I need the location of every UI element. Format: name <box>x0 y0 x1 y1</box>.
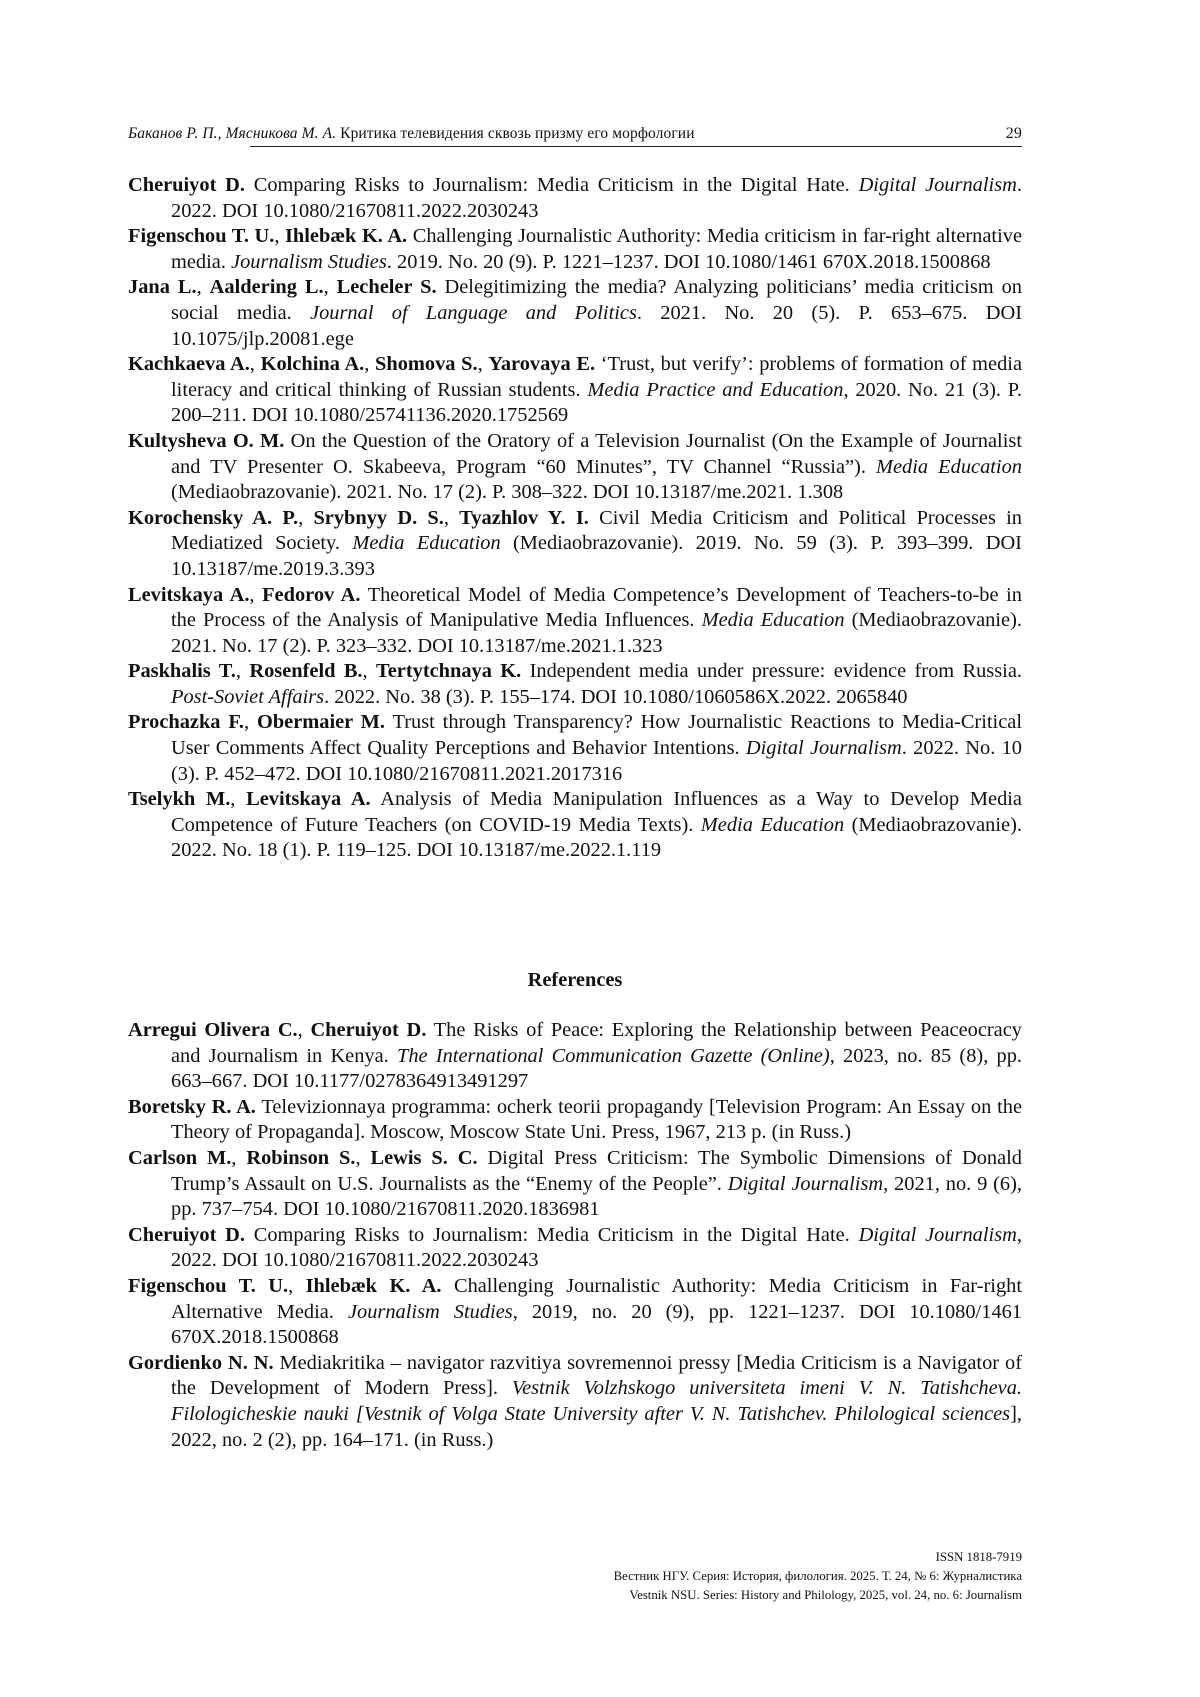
reference-details: . 2022. No. 10 (3). P. 452–472. DOI 10.1080/21670811.2021.2017316 <box>171 737 1022 785</box>
running-title <box>128 125 695 143</box>
reference-author: Yarovaya E. <box>488 353 596 376</box>
reference-title: Challenging Journalistic Authority: Media Criticism in Far-right Alternative Media. <box>171 1274 1022 1323</box>
reference-source: Media Education <box>876 455 1022 478</box>
reference-title: The Risks of Peace: Exploring the Relationship between Peaceocracy and Journalism in Kenya. <box>171 1019 1022 1067</box>
reference-entry <box>128 429 1022 506</box>
reference-details: , 2023, no. 85 (8), pp. 663–667. DOI 10.1177/0278364913491297 <box>171 1044 1022 1093</box>
reference-source: Digital Journalism <box>727 1172 884 1195</box>
reference-author: Levitskaya A. <box>128 583 250 606</box>
reference-title: Civil Media Criticism and Political Processes in Mediatized Society. <box>171 506 1022 555</box>
reference-author: Obermaier M. <box>256 711 386 734</box>
reference-author: Rosenfeld B. <box>249 660 363 683</box>
reference-title: Comparing Risks to Journalism: Media Criticism in the Digital Hate. <box>244 1223 859 1246</box>
reference-author: Tyazhlov Y. I. <box>459 506 589 529</box>
reference-author: Figenschou T. U. <box>128 1274 289 1297</box>
references-heading: References <box>527 969 623 991</box>
reference-source: Journalism Studies <box>231 250 387 273</box>
reference-source: Media Practice and Education <box>587 378 844 401</box>
reference-source: Media Education <box>700 813 845 836</box>
reference-title: Televizionnaya programma: ocherk teorii propagandy [Television Program: An Essay on the Theory of Propaganda]. Moscow, Moscow State Uni. Press, 1967, 213 p. (in Russ.) <box>171 1095 1023 1144</box>
reference-title: Theoretical Model of Media Competence’s Development of Teachers-to-be in the Process of the Analysis of Manipulative Media Influences. <box>171 583 1022 632</box>
reference-title: Trust through Transparency? How Journalistic Reactions to Media-Critical User Comments Affect Quality Perceptions and Behavior Intentions. <box>171 711 1022 760</box>
reference-title: Independent media under pressure: evidence from Russia. <box>521 660 1022 683</box>
reference-details: (Mediaobrazovanie). 2021. No. 17 (2). P. 308–322. DOI 10.13187/me.2021. 1.308 <box>171 481 844 504</box>
reference-source: Digital Journalism <box>745 737 902 760</box>
reference-entry <box>128 1223 1022 1274</box>
reference-author: Figenschou T. U. <box>128 225 275 248</box>
reference-source: The International Communication Gazette (Online) <box>396 1044 830 1067</box>
issn: ISSN 1818-7919 <box>935 1550 1022 1564</box>
reference-entry: Korochensky A. P., Srybnyy D. S., Tyazhlov Y. I. Civil Media Criticism and Political Processes in Mediatized Society. Media Education (Mediaobrazovanie). 2019. No. 59 (3). P. 393–399. DOI 10.13187/me.2019.3.393 <box>128 506 1022 580</box>
reference-author: Levitskaya A. <box>246 788 371 811</box>
reference-entry: Arregui Olivera C., Cheruiyot D. The Risks of Peace: Exploring the Relationship between Peaceocracy and Journalism in Kenya. The International Communication Gazette (Online), 2023, no. 85 (8), pp. 663–667. DOI 10.1177/0278364913491297 <box>128 1019 1022 1093</box>
reference-details: , 2022. DOI 10.1080/21670811.2022.2030243 <box>171 1223 1022 1272</box>
reference-author: Kultysheva O. M. <box>128 429 285 452</box>
reference-details: (Mediaobrazovanie). 2022. No. 18 (1). P. 119–125. DOI 10.13187/me.2022.1.119 <box>171 813 1022 862</box>
reference-source: Post-Soviet Affairs <box>171 685 325 708</box>
reference-title: Digital Press Criticism: The Symbolic Dimensions of Donald Trump’s Assault on U.S. Journalists as the “Enemy of the People”. <box>171 1146 1022 1195</box>
reference-author: Fedorov A. <box>262 583 361 606</box>
reference-title: Comparing Risks to Journalism: Media Criticism in the Digital Hate. <box>244 174 859 196</box>
reference-entry: Kachkaeva A., Kolchina A., Shomova S., Yarovaya E. ‘Trust, but verify’: problems of formation of media literacy and critical thinking of Russian students. Media Practice and Education, 2020. No. 21 (3). P. 200–211. DOI 10.1080/25741136.2020.1752569 <box>128 353 1022 427</box>
reference-entry <box>128 173 1022 224</box>
reference-source: Media Education <box>701 609 845 632</box>
reference-source: Journal of Language and Politics <box>310 301 637 324</box>
reference-entry: Tselykh M., Levitskaya A. Analysis of Media Manipulation Influences as a Way to Develop Media Competence of Future Teachers (on COVID-19 Media Texts). Media Education (Mediaobrazovanie). 2022. No. 18 (1). P. 119–125. DOI 10.13187/me.2022.1.119 <box>128 788 1022 862</box>
reference-title: Analysis of Media Manipulation Influences as a Way to Develop Media Competence of Future Teachers (on COVID-19 Media Texts). <box>171 788 1022 836</box>
reference-entry: Prochazka F., Obermaier M. Trust through Transparency? How Journalistic Reactions to Media-Critical User Comments Affect Quality Perceptions and Behavior Intentions. Digital Journalism. 2022. No. 10 (3). P. 452–472. DOI 10.1080/21670811.2021.2017316 <box>128 711 1022 785</box>
references-list <box>128 1018 1022 1453</box>
reference-author: Srybnyy D. S. <box>313 506 444 529</box>
reference-author: Aaldering L. <box>209 276 324 299</box>
reference-entry: Figenschou T. U., Ihlebæk K. A. Challenging Journalistic Authority: Media Criticism in Far-right Alternative Media. Journalism Studies, 2019, no. 20 (9), pp. 1221–1237. DOI 10.1080/1461 670X.2018.1500868 <box>128 1274 1022 1349</box>
bibliography-list <box>128 173 1022 864</box>
reference-details: , 2021, no. 9 (6), pp. 737–754. DOI 10.1080/21670811.2020.1836981 <box>171 1172 1022 1221</box>
journal-en: Vestnik NSU. Series: History and Philology, 2025, vol. 24, no. 6: Journalism <box>629 1588 1022 1602</box>
reference-details: . 2019. No. 20 (9). P. 1221–1237. DOI 10.1080/1461 670X.2018.1500868 <box>386 250 991 273</box>
reference-details: . 2022. DOI 10.1080/21670811.2022.2030243 <box>171 174 1022 222</box>
reference-title: On the Question of the Oratory of a Television Journalist (On the Example of Journalist and TV Presenter O. Skabeeva, Program “60 Minutes”, TV Channel “Russia”). <box>171 429 1022 478</box>
reference-author: Tertytchnaya K. <box>376 660 522 683</box>
reference-details: (Mediaobrazovanie). 2019. No. 59 (3). P. 393–399. DOI 10.13187/me.2019.3.393 <box>171 532 1022 580</box>
header-rule <box>250 146 1022 147</box>
reference-author: Carlson M. <box>128 1146 232 1169</box>
reference-author: Prochazka F. <box>128 711 245 734</box>
reference-title: Mediakritika – navigator razvitiya sovremennoi pressy [Media Criticism is a Navigator of the Development of Modern Press]. <box>171 1351 1022 1400</box>
reference-entry: Levitskaya A., Fedorov A. Theoretical Model of Media Competence’s Development of Teachers-to-be in the Process of the Analysis of Manipulative Media Influences. Media Education (Mediaobrazovanie). 2021. No. 17 (2). P. 323–332. DOI 10.13187/me.2021.1.323 <box>128 583 1022 657</box>
running-title-text: Критика телевидения сквозь призму его морфологии <box>340 125 695 142</box>
reference-source: Vestnik Volzhskogo universiteta imeni V. N. Tatishcheva. Filologicheskie nauki [Vestnik of Volga State University after V. N. Tatishchev. Philological sciences <box>171 1377 1022 1425</box>
reference-details: . 2021. No. 20 (5). P. 653–675. DOI 10.1075/jlp.20081.ege <box>171 301 1022 350</box>
page-number: 29 <box>1005 125 1022 142</box>
reference-title: Challenging Journalistic Authority: Media criticism in far-right alternative media. <box>171 225 1022 273</box>
reference-source: Journalism Studies <box>347 1300 513 1323</box>
reference-author: Ihlebæk K. A. <box>284 225 408 248</box>
reference-source: Media Education <box>352 532 501 555</box>
reference-author: Paskhalis T. <box>128 660 236 683</box>
reference-title: Delegitimizing the media? Analyzing politicians’ media criticism on social media. <box>171 276 1022 324</box>
reference-author: Cheruiyot D. <box>128 174 245 196</box>
reference-author: Lewis S. C. <box>370 1146 478 1169</box>
reference-author: Jana L. <box>128 276 197 299</box>
reference-entry: Paskhalis T., Rosenfeld B., Tertytchnaya K. Independent media under pressure: evidence from Russia. Post-Soviet Affairs. 2022. No. 38 (3). P. 155–174. DOI 10.1080/1060586X.2022. 2065840 <box>128 660 1022 708</box>
running-title-authors: Баканов Р. П., Мясникова М. А. <box>128 125 337 142</box>
reference-details: ], 2022, no. 2 (2), pp. 164–171. (in Russ.) <box>171 1402 1022 1451</box>
journal-footer <box>614 1548 1022 1605</box>
reference-details: (Mediaobrazovanie). 2021. No. 17 (2). P. 323–332. DOI 10.13187/me.2021.1.323 <box>171 609 1022 657</box>
journal-ru: Вестник НГУ. Серия: История, филология. 2025. Т. 24, № 6: Журналистика <box>613 1569 1022 1583</box>
reference-author: Cheruiyot D. <box>128 1223 245 1246</box>
reference-details: , 2020. No. 21 (3). P. 200–211. DOI 10.1080/25741136.2020.1752569 <box>171 378 1022 427</box>
reference-author: Ihlebæk K. A. <box>305 1274 442 1297</box>
reference-details: , 2019, no. 20 (9), pp. 1221–1237. DOI 10.1080/1461 670X.2018.1500868 <box>171 1300 1022 1349</box>
reference-author: Lecheler S. <box>336 276 437 299</box>
reference-author: Shomova S. <box>375 353 478 376</box>
reference-title: ‘Trust, but verify’: problems of formation of media literacy and critical thinking of Russian students. <box>171 353 1022 401</box>
reference-entry <box>128 1095 1022 1146</box>
reference-author: Boretsky R. A. <box>128 1095 256 1118</box>
reference-entry: Figenschou T. U., Ihlebæk K. A. Challenging Journalistic Authority: Media criticism in far-right alternative media. Journalism Studies. 2019. No. 20 (9). P. 1221–1237. DOI 10.1080/1461 670X.2018.1500868 <box>128 225 1022 273</box>
reference-source: Digital Journalism <box>858 1223 1017 1246</box>
reference-author: Korochensky A. P. <box>128 506 299 529</box>
reference-source: Digital Journalism <box>858 174 1017 196</box>
reference-author: Cheruiyot D. <box>310 1019 427 1041</box>
reference-author: Tselykh M. <box>128 788 231 811</box>
reference-entry <box>128 1351 1022 1453</box>
reference-entry: Carlson M., Robinson S., Lewis S. C. Digital Press Criticism: The Symbolic Dimensions of Donald Trump’s Assault on U.S. Journalists as the “Enemy of the People”. Digital Journalism, 2021, no. 9 (6), pp. 737–754. DOI 10.1080/21670811.2020.1836981 <box>128 1146 1022 1221</box>
reference-author: Kolchina A. <box>260 353 365 376</box>
reference-author: Arregui Olivera C. <box>128 1019 298 1041</box>
reference-details: . 2022. No. 38 (3). P. 155–174. DOI 10.1080/1060586X.2022. 2065840 <box>324 685 908 708</box>
reference-author: Robinson S. <box>246 1146 356 1169</box>
reference-author: Gordienko N. N. <box>128 1351 274 1374</box>
running-header <box>128 125 1022 143</box>
reference-entry: Jana L., Aaldering L., Lecheler S. Delegitimizing the media? Analyzing politicians’ media criticism on social media. Journal of Language and Politics. 2021. No. 20 (5). P. 653–675. DOI 10.1075/jlp.20081.ege <box>128 276 1022 350</box>
reference-author: Kachkaeva A. <box>128 353 250 376</box>
